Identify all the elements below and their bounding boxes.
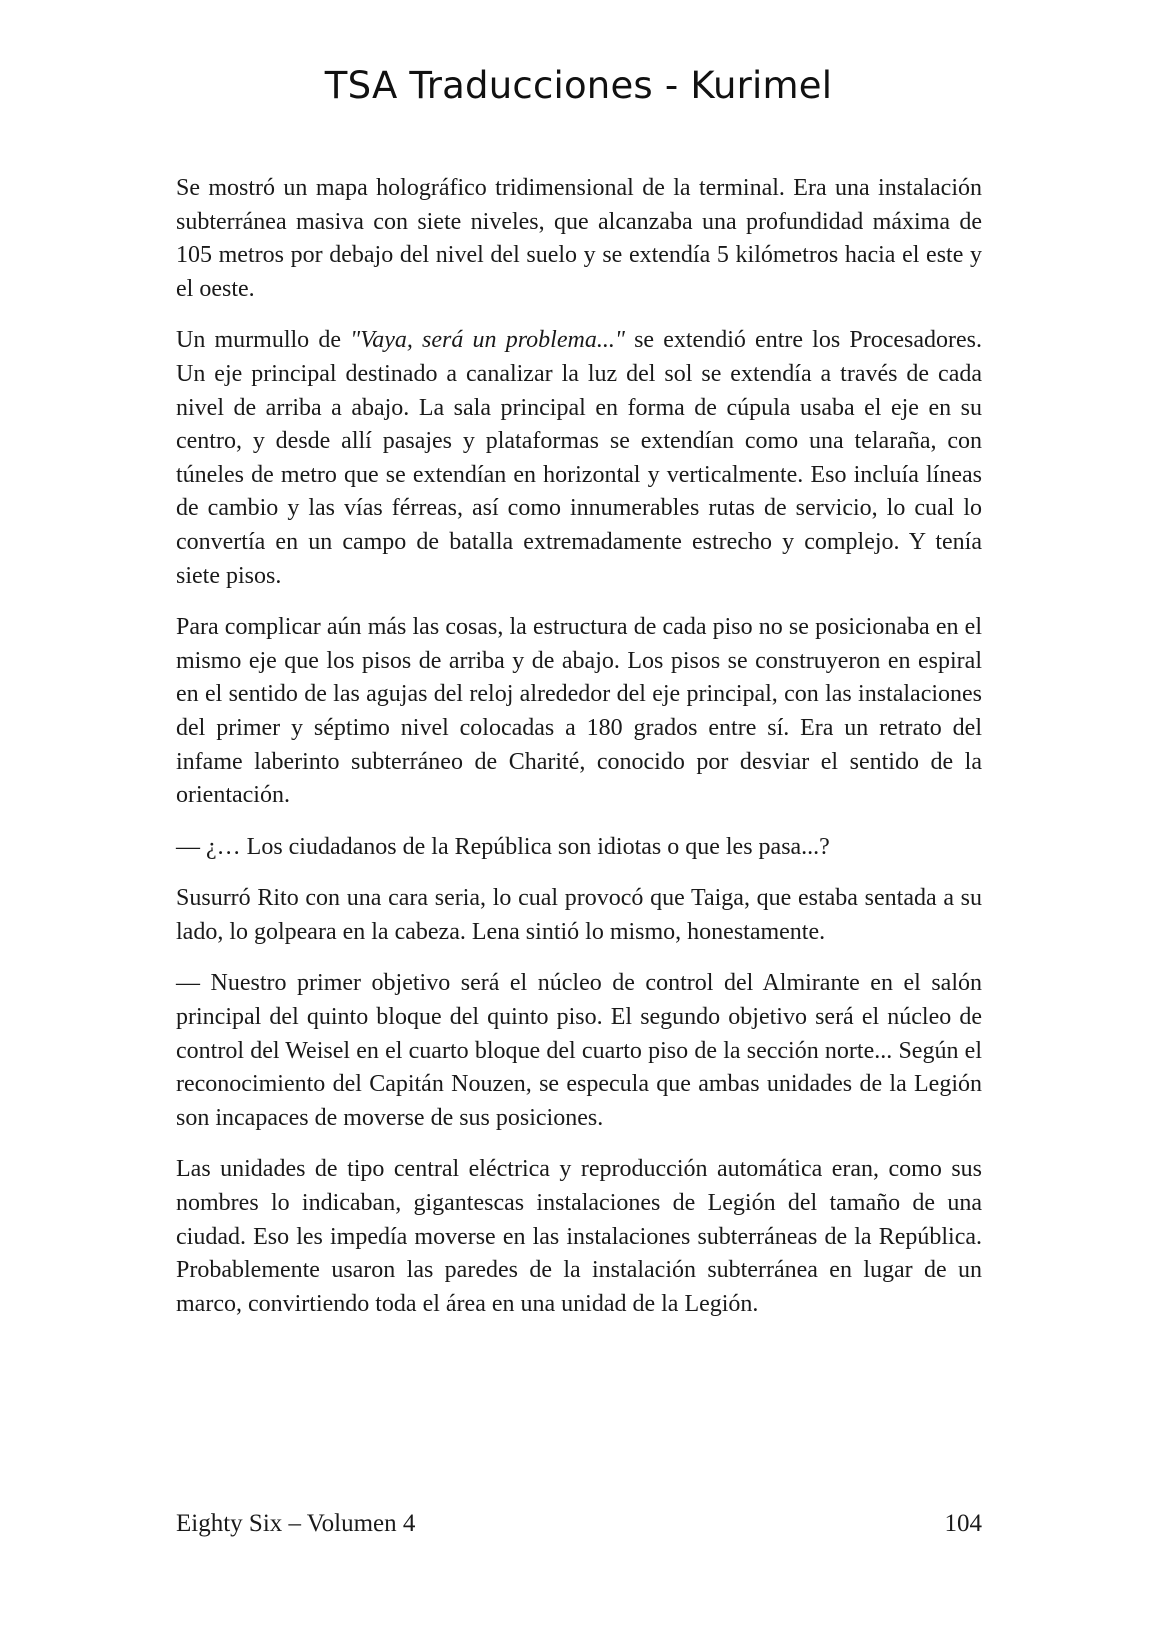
book-title: Eighty Six – Volumen 4 xyxy=(176,1510,416,1537)
paragraph xyxy=(176,324,982,593)
page-title: TSA Traducciones - Kurimel xyxy=(324,64,833,107)
paragraph: Se mostró un mapa holográfico tridimensional de la terminal. Era una instalación subterránea masiva con siete niveles, que alcanzaba una profundidad máxima de 105 metros por debajo del nivel del suelo y se extendía 5 kilómetros hacia el este y el oeste. xyxy=(176,175,982,302)
quoted-phrase: "Vaya, será un problema..." xyxy=(350,327,625,354)
dialogue-line: — Nuestro primer objetivo será el núcleo de control del Almirante en el salón principal del quinto bloque del quinto piso. El segundo objetivo será el núcleo de control del Weisel en el cuarto bloque del cuarto piso de la sección norte... Según el reconocimiento del Capitán Nouzen, se especula que ambas unidades de la Legión son incapaces de moverse de sus posiciones. xyxy=(176,970,982,1131)
paragraph: Para complicar aún más las cosas, la estructura de cada piso no se posicionaba en el mismo eje que los pisos de arriba y de abajo. Los pisos se construyeron en espiral en el sentido de las agujas del reloj alrededor del eje principal, con las instalaciones del primer y séptimo nivel colocadas a 180 grados entre sí. Era un retrato del infame laberinto subterráneo de Charité, conocido por desviar el sentido de la orientación. xyxy=(176,614,982,809)
paragraph-text: Un murmullo de xyxy=(176,327,351,354)
body-text xyxy=(176,172,982,1339)
paragraph-text: se extendió entre los Procesadores. Un eje principal destinado a canalizar la luz del sol se extendía a través de cada nivel de arriba a abajo. La sala principal en forma de cúpula usaba el eje en su centro, y desde allí pasajes y plataformas se extendían como una telaraña, con túneles de metro que se extendían en horizontal y verticalmente. Eso incluía líneas de cambio y las vías férreas, así como innumerables rutas de servicio, lo cual lo convertía en un campo de batalla extremadamente estrecho y complejo. Y tenía siete pisos. xyxy=(176,327,982,589)
dialogue-line: — ¿… Los ciudadanos de la República son idiotas o que les pasa...? xyxy=(176,833,830,860)
page-number: 104 xyxy=(944,1510,982,1537)
paragraph: Susurró Rito con una cara seria, lo cual provocó que Taiga, que estaba sentada a su lado, lo golpeara en la cabeza. Lena sintió lo mismo, honestamente. xyxy=(176,885,982,945)
paragraph: Las unidades de tipo central eléctrica y reproducción automática eran, como sus nombres lo indicaban, gigantescas instalaciones de Legión del tamaño de una ciudad. Eso les impedía moverse en las instalaciones subterráneas de la República. Probablemente usaron las paredes de la instalación subterránea en lugar de un marco, convirtiendo toda el área en una unidad de la Legión. xyxy=(176,1156,982,1317)
